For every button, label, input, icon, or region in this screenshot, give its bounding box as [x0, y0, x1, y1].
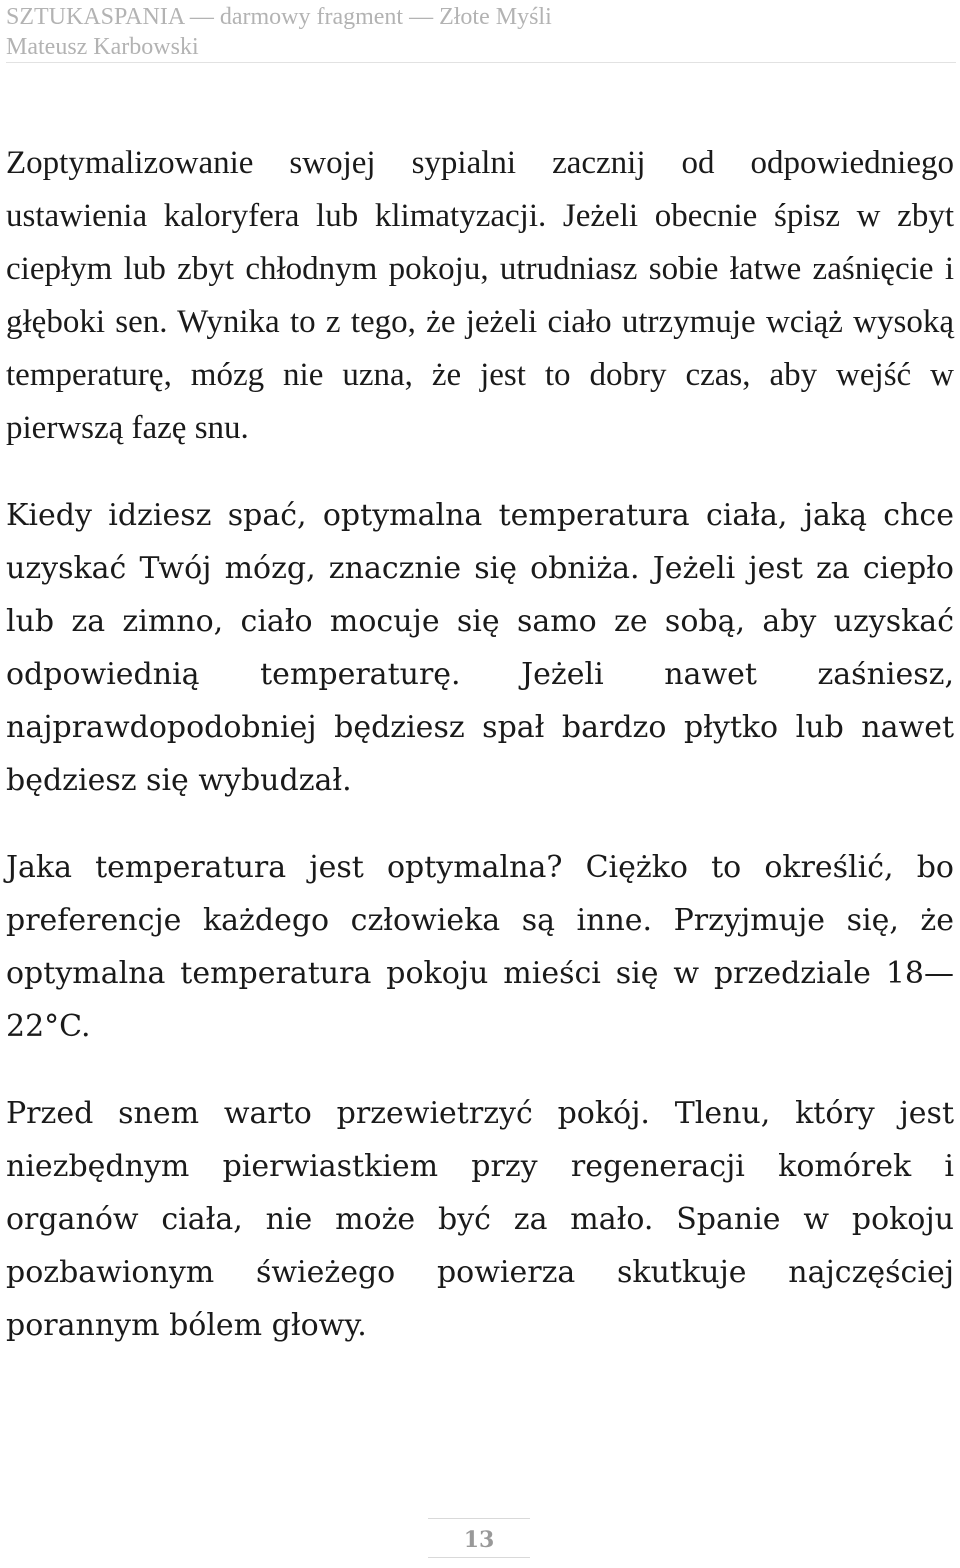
body-text	[6, 137, 954, 1386]
header-author: Mateusz Karbowski	[6, 34, 199, 60]
paragraph-2: Kiedy idziesz spać, optymalna temperatura ciała, jaką chce uzyskać Twój mózg, znacznie się obniża. Jeżeli jest za ciepło lub za zimno, ciało mocuje się samo ze sobą, aby uzyskać odpowiednią temperaturę. Jeżeli nawet zaśniesz, najprawdopodobniej będziesz spał bardzo płytko lub nawet będziesz się wybudzał.	[6, 498, 954, 798]
paragraph-4: Przed snem warto przewietrzyć pokój. Tlenu, który jest niezbędnym pierwiastkiem przy regeneracji komórek i organów ciała, nie może być za mało. Spanie w pokoju pozbawionym świeżego powierza skutkuje najczęściej porannym bólem głowy.	[6, 1096, 954, 1343]
paragraph-3: Jaka temperatura jest optymalna? Ciężko to określić, bo preferencje każdego człowieka są inne. Przyjmuje się, że optymalna temperatura pokoju mieści się w przedziale 18—22°C.	[6, 850, 954, 1044]
paragraph-1: Zoptymalizowanie swojej sypialni zacznij od odpowiedniego ustawienia kaloryfera lub klimatyzacji. Jeżeli obecnie śpisz w zbyt ciepłym lub zbyt chłodnym pokoju, utrudniasz sobie łatwe zaśnięcie i głęboki sen. Wynika to z tego, że jeżeli ciało utrzymuje wciąż wysoką temperaturę, mózg nie uzna, że jest to dobry czas, aby wejść w pierwszą fazę snu.	[6, 145, 954, 446]
page-number: 13	[428, 1518, 530, 1558]
header-title: SZTUKASPANIA — darmowy fragment — Złote Myśli	[6, 4, 552, 30]
running-header	[6, 2, 956, 63]
